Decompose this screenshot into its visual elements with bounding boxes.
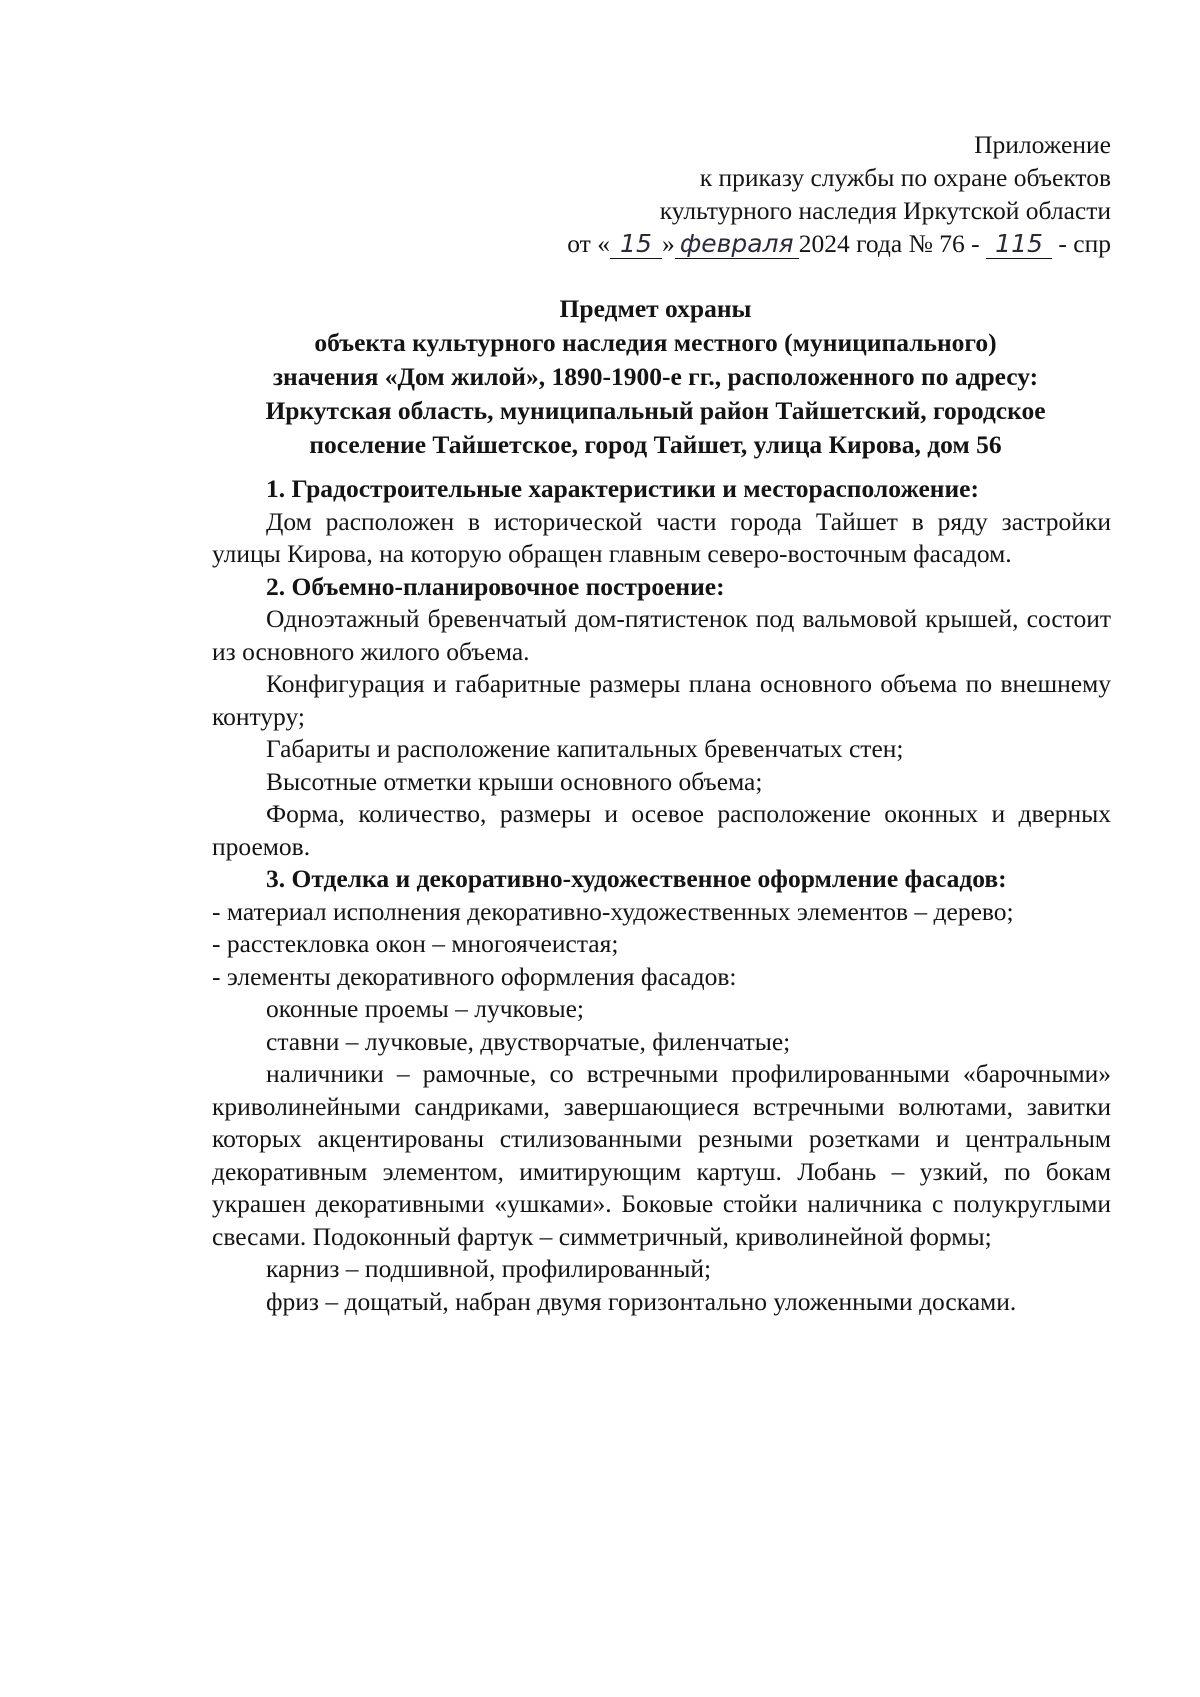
order-year-text: 2024 года № 76 - [798, 229, 980, 258]
order-day-field [610, 231, 662, 259]
section-2-paragraph-1: Одноэтажный бревенчатый дом-пятистенок под вальмовой крышей, состоит из основного жилого объема. [212, 604, 1111, 666]
title-line-5: поселение Тайшетское, город Тайшет, улица Кирова, дом 56 [309, 430, 1002, 459]
section-2-paragraph-3: Габариты и расположение капитальных бревенчатых стен; [266, 734, 904, 763]
order-date-prefix: от « [567, 229, 610, 258]
document-body [212, 473, 1111, 1318]
order-month-field [675, 231, 799, 259]
order-number-field [986, 231, 1052, 259]
appendix-header [567, 128, 1111, 260]
section-2-paragraph-2: Конфигурация и габаритные размеры плана основного объема по внешнему контуру; [212, 669, 1111, 731]
order-day-handwritten: 15 [620, 229, 652, 258]
order-number-handwritten: 115 [995, 229, 1043, 258]
section-1-heading: 1. Градостроительные характеристики и месторасположение: [266, 474, 979, 503]
order-date-line [567, 227, 1111, 260]
section-3-paragraph-1: оконные проемы – лучковые; [266, 994, 584, 1023]
order-month-handwritten: февраля [679, 229, 794, 258]
section-3-list-item-2: - расстекловка окон – многоячеистая; [212, 929, 619, 958]
section-2-paragraph-5: Форма, количество, размеры и осевое расположение оконных и дверных проемов. [212, 799, 1111, 861]
section-3-list-item-3: - элементы декоративного оформления фасадов: [212, 961, 737, 991]
order-suffix: - спр [1058, 229, 1111, 258]
section-3-paragraph-3: наличники – рамочные, со встречными профилированными «барочными» криволинейными сандриками, завершающиеся встречными волютами, завитки которых акцентированы стилизованными резными розетками и центральным декоративным элементом, имитирующим картуш. Лобань – узкий, по бокам украшен декоративными «ушками». Боковые стойки наличника с полукруглыми свесами. Подоконный фартук – симметричный, криволинейной формы; [212, 1059, 1111, 1251]
title-line-1: Предмет охраны [559, 294, 752, 323]
section-1-paragraph: Дом расположен в исторической части города Тайшет в ряду застройки улицы Кирова, на которую обращен главным северо-восточным фасадом. [212, 506, 1111, 568]
section-3-list-item-1: - материал исполнения декоративно-художественных элементов – дерево; [212, 896, 1014, 926]
title-line-2: объекта культурного наследия местного (муниципального) [314, 328, 997, 357]
section-3-paragraph-5: фриз – дощатый, набран двумя горизонтально уложенными досками. [266, 1286, 1017, 1316]
order-date-mid: » [661, 229, 675, 258]
title-line-4: Иркутская область, муниципальный район Тайшетский, городское [265, 396, 1046, 425]
section-2-paragraph-4: Высотные отметки крыши основного объема; [266, 766, 763, 796]
document-title [200, 292, 1111, 462]
appendix-title: Приложение [974, 130, 1111, 159]
section-3-heading: 3. Отделка и декоративно-художественное оформление фасадов: [266, 864, 1007, 893]
section-3-paragraph-2: ставни – лучковые, двустворчатые, филенчатые; [266, 1026, 791, 1056]
section-3-paragraph-4: карниз – подшивной, профилированный; [266, 1254, 712, 1283]
section-2-heading: 2. Объемно-планировочное построение: [266, 571, 725, 601]
appendix-order-ref: к приказу службы по охране объектов [699, 163, 1111, 192]
appendix-authority: культурного наследия Иркутской области [659, 196, 1111, 225]
title-line-3: значения «Дом жилой», 1890-1900-е гг., расположенного по адресу: [272, 362, 1039, 391]
